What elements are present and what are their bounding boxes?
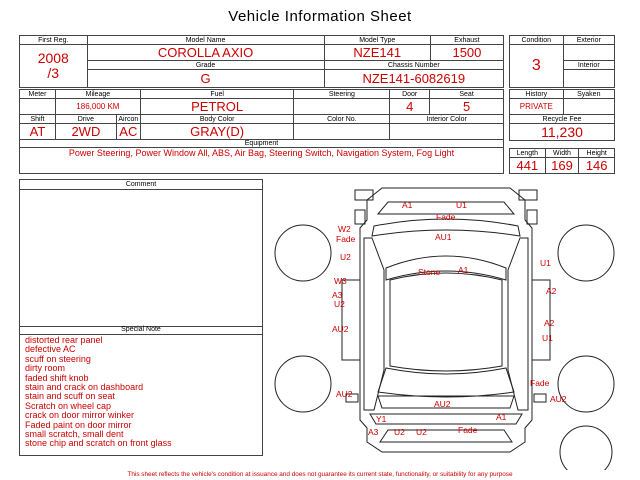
model-name-value: COROLLA AXIO <box>87 45 324 61</box>
sheet-title: Vehicle Information Sheet <box>228 8 412 25</box>
damage-mark: U1 <box>540 258 551 268</box>
damage-mark: U2 <box>334 299 345 309</box>
grade-label: Grade <box>87 61 324 70</box>
special-note-item: faded shift knob <box>25 372 89 383</box>
equipment-table <box>19 139 504 174</box>
steering-value <box>294 99 390 115</box>
exterior-value <box>563 45 614 61</box>
damage-mark: A2 <box>544 318 555 328</box>
damage-mark: W3 <box>334 276 347 286</box>
special-note-label: Special Note <box>20 325 262 335</box>
special-note-item: Scratch on wheel cap <box>25 400 112 411</box>
wheel-front-left-icon <box>275 225 331 281</box>
dimensions-table <box>509 148 615 174</box>
grade-value: G <box>87 70 324 88</box>
damage-mark: AU2 <box>434 399 451 409</box>
exterior-label: Exterior <box>563 36 614 45</box>
exhaust-value: 1500 <box>430 45 503 61</box>
height-label: Height <box>579 149 615 158</box>
body-color-label: Body Color <box>140 115 294 124</box>
special-note-item: defective AC <box>25 344 76 355</box>
body-color-value: GRAY(D) <box>140 124 294 140</box>
first-reg-month: /3 <box>47 65 60 81</box>
model-name-label: Model Name <box>87 36 324 45</box>
damage-mark: AU2 <box>336 389 353 399</box>
wheel-rear-left-icon <box>275 356 331 412</box>
condition-label: Condition <box>510 36 564 45</box>
info-table-top <box>19 35 504 88</box>
damage-mark: A1 <box>402 200 413 210</box>
special-note-item: Faded paint on door mirror <box>25 419 132 430</box>
aircon-label: Aircon <box>116 115 140 124</box>
special-note-list <box>20 335 262 450</box>
damage-mark: Fade <box>530 378 550 388</box>
condition-table <box>509 35 615 88</box>
special-note-item: stain and scuff on seat <box>25 391 115 402</box>
special-note-item: scuff on steering <box>25 353 91 364</box>
seat-label: Seat <box>430 90 504 99</box>
special-note-item: stain and crack on dashboard <box>25 382 144 393</box>
damage-mark: Fade <box>436 212 456 222</box>
mileage-value: 186,000 KM <box>55 99 140 115</box>
history-value: PRIVATE <box>510 99 564 115</box>
condition-value: 3 <box>510 45 564 88</box>
damage-mark: AU2 <box>550 394 567 404</box>
interior-color-value <box>390 124 504 140</box>
model-type-value: NZE141 <box>324 45 430 61</box>
fuel-label: Fuel <box>140 90 294 99</box>
car-damage-diagram <box>270 180 620 470</box>
mileage-label: Mileage <box>55 90 140 99</box>
special-note-item: crack on door mirror winker <box>25 410 135 421</box>
damage-mark: A2 <box>546 286 557 296</box>
damage-mark: Fade <box>458 425 478 435</box>
comment-value <box>20 190 262 194</box>
color-no-label: Color No. <box>294 115 390 124</box>
interior-value <box>563 70 614 88</box>
shift-label: Shift <box>20 115 56 124</box>
door-label: Door <box>390 90 430 99</box>
shift-value: AT <box>20 124 56 140</box>
damage-mark: Fade <box>336 234 356 244</box>
damage-mark: Y1 <box>376 414 387 424</box>
damage-mark: U1 <box>456 200 467 210</box>
history-label: History <box>510 90 564 99</box>
first-reg-year: 2008 <box>37 50 69 66</box>
seat-value: 5 <box>430 99 504 115</box>
chassis-value: NZE141-6082619 <box>324 70 503 88</box>
special-note-box <box>19 325 263 456</box>
damage-mark: U2 <box>340 252 351 262</box>
syaken-value <box>563 99 614 115</box>
meter-value <box>20 99 56 115</box>
width-value: 169 <box>545 158 579 174</box>
damage-mark: Stone <box>418 267 441 277</box>
interior-color-label: Interior Color <box>390 115 504 124</box>
interior-label: Interior <box>563 61 614 70</box>
first-reg-cell <box>20 45 88 88</box>
height-value: 146 <box>579 158 615 174</box>
equipment-label: Equipment <box>20 140 504 148</box>
spare-wheel-icon <box>560 426 612 470</box>
damage-mark: AU1 <box>435 232 452 242</box>
model-type-label: Model Type <box>324 36 430 45</box>
recycle-fee-value: 11,230 <box>510 124 615 141</box>
special-note-item: small scratch, small dent <box>25 429 124 440</box>
syaken-label: Syaken <box>563 90 614 99</box>
chassis-label: Chassis Number <box>324 61 503 70</box>
length-value: 441 <box>510 158 546 174</box>
damage-mark: A1 <box>458 265 469 275</box>
damage-mark: U2 <box>394 427 405 437</box>
exhaust-label: Exhaust <box>430 36 503 45</box>
meter-label: Meter <box>20 90 56 99</box>
damage-mark: AU2 <box>332 324 349 334</box>
info-table-mid <box>19 89 504 140</box>
recycle-fee-label: Recycle Fee <box>510 115 615 124</box>
comment-box <box>19 179 263 327</box>
steering-label: Steering <box>294 90 390 99</box>
aircon-value: AC <box>116 124 140 140</box>
history-table <box>509 89 615 141</box>
drive-value: 2WD <box>55 124 116 140</box>
comment-label: Comment <box>20 180 262 190</box>
special-note-item: dirty room <box>25 363 66 374</box>
color-no-value <box>294 124 390 140</box>
damage-mark: U2 <box>416 427 427 437</box>
equipment-value: Power Steering, Power Window All, ABS, Air Bag, Steering Switch, Navigation System, Fog Light <box>20 148 504 174</box>
car-outline-icon <box>342 188 550 452</box>
wheel-front-right-icon <box>558 225 614 281</box>
damage-mark: U1 <box>542 333 553 343</box>
fuel-value: PETROL <box>140 99 294 115</box>
damage-mark: A3 <box>368 427 379 437</box>
drive-label: Drive <box>55 115 116 124</box>
length-label: Length <box>510 149 546 158</box>
disclaimer-footer: This sheet reflects the vehicle's condition at issuance and does not guarantee its current state, functionality, or suitability for any purpose <box>127 471 513 478</box>
special-note-item: stone chip and scratch on front glass <box>25 438 172 449</box>
damage-mark: A1 <box>496 412 507 422</box>
width-label: Width <box>545 149 579 158</box>
special-note-item: distorted rear panel <box>25 335 103 345</box>
door-value: 4 <box>390 99 430 115</box>
damage-mark: A3 <box>332 290 343 300</box>
first-reg-label: First Reg. <box>20 36 88 45</box>
damage-mark: W2 <box>338 224 351 234</box>
